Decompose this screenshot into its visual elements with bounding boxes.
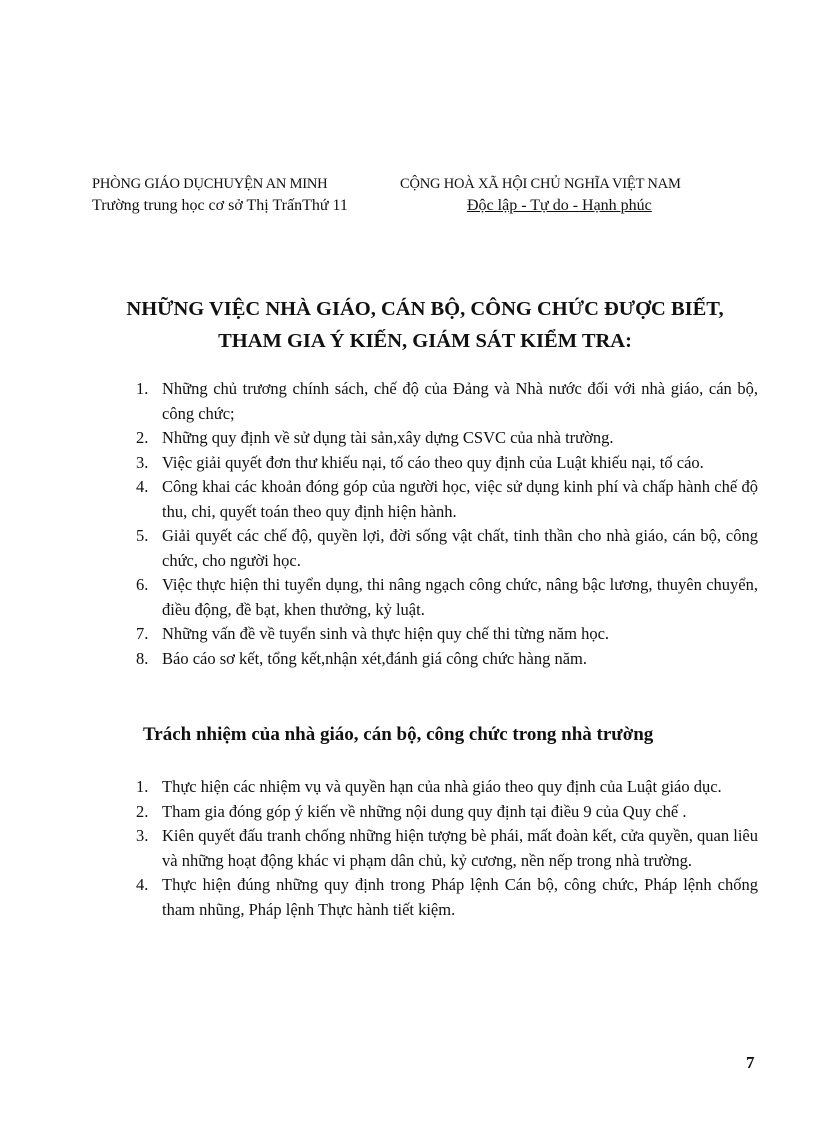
section2-title: Trách nhiệm của nhà giáo, cán bộ, công chức trong nhà trường xyxy=(143,724,654,745)
country-name: CỘNG HOÀ XÃ HỘI CHỦ NGHĨA VIỆT NAM xyxy=(400,176,681,192)
item-text: Công khai các khoản đóng góp của người học, việc sử dụng kinh phí và chấp hành chế độ thu, chi, quyết toán theo quy định hiện hành. xyxy=(162,477,758,521)
item-text: Thực hiện các nhiệm vụ và quyền hạn của nhà giáo theo quy định của Luật giáo dục. xyxy=(162,777,722,796)
item-number: 4. xyxy=(136,875,149,894)
list-item xyxy=(132,426,758,451)
list-item xyxy=(132,622,758,647)
item-number: 1. xyxy=(136,777,149,796)
item-text: Việc giải quyết đơn thư khiếu nại, tố cáo theo quy định của Luật khiếu nại, tố cáo. xyxy=(162,452,704,472)
header-row-1 xyxy=(92,176,752,193)
list-item xyxy=(132,573,758,622)
list-item xyxy=(132,647,758,672)
item-number: 4. xyxy=(136,477,149,496)
header-row-2 xyxy=(92,197,752,215)
item-text: Những vấn đề về tuyển sinh và thực hiện quy chế thi từng năm học. xyxy=(162,624,610,643)
item-text: Giải quyết các chế độ, quyền lợi, đời sống vật chất, tinh thần cho nhà giáo, cán bộ, công chức, cho người học. xyxy=(162,526,758,570)
document-header xyxy=(92,176,752,215)
list-item xyxy=(132,524,758,573)
item-number: 3. xyxy=(136,826,149,845)
title-line-1: NHỮNG VIỆC NHÀ GIÁO, CÁN BỘ, CÔNG CHỨC ĐƯỢC BIẾT, xyxy=(126,298,724,320)
item-text: Việc thực hiện thi tuyển dụng, thi nâng ngạch công chức, nâng bậc lương, thuyên chuyển, điều động, đề bạt, khen thưởng, kỷ luật. xyxy=(162,575,758,619)
item-number: 6. xyxy=(136,575,149,594)
item-number: 7. xyxy=(136,624,149,643)
item-text: Báo cáo sơ kết, tổng kết,nhận xét,đánh giá công chức hàng năm. xyxy=(162,648,588,668)
item-text: Những chủ trương chính sách, chế độ của Đảng và Nhà nước đối với nhà giáo, cán bộ, công chức; xyxy=(162,379,758,423)
item-number: 2. xyxy=(136,801,149,821)
list-item xyxy=(132,377,758,426)
national-motto: Độc lập - Tự do - Hạnh phúc xyxy=(467,197,652,214)
item-number: 5. xyxy=(136,526,149,545)
section2-list xyxy=(132,775,758,922)
department-name: PHÒNG GIÁO DỤCHUYỆN AN MINH xyxy=(92,176,328,192)
list-item xyxy=(132,475,758,524)
list-item xyxy=(132,451,758,476)
document-title xyxy=(0,293,816,357)
item-text: Thực hiện đúng những quy định trong Pháp lệnh Cán bộ, công chức, Pháp lệnh chống tham nhũng, Pháp lệnh Thực hành tiết kiệm. xyxy=(162,875,758,919)
item-number: 1. xyxy=(136,379,149,398)
list-item xyxy=(132,800,758,825)
item-text: Những quy định về sử dụng tài sản,xây dựng CSVC của nhà trường. xyxy=(162,428,614,447)
title-line-2: THAM GIA Ý KIẾN, GIÁM SÁT KIỂM TRA: xyxy=(218,330,632,352)
list-item xyxy=(132,775,758,800)
item-text: Kiên quyết đấu tranh chống những hiện tượng bè phái, mất đoàn kết, cửa quyền, quan liêu và những hoạt động khác vi phạm dân chủ, kỷ cương, nền nếp trong nhà trường. xyxy=(162,826,758,870)
item-number: 3. xyxy=(136,452,149,472)
section1-list xyxy=(132,377,758,671)
item-number: 8. xyxy=(136,648,149,668)
item-number: 2. xyxy=(136,428,149,447)
page-number: 7 xyxy=(746,1053,755,1072)
list-item xyxy=(132,824,758,873)
item-text: Tham gia đóng góp ý kiến về những nội dung quy định tại điều 9 của Quy chế . xyxy=(162,801,687,821)
school-name: Trường trung học cơ sở Thị TrấnThứ 11 xyxy=(92,197,348,214)
list-item xyxy=(132,873,758,922)
